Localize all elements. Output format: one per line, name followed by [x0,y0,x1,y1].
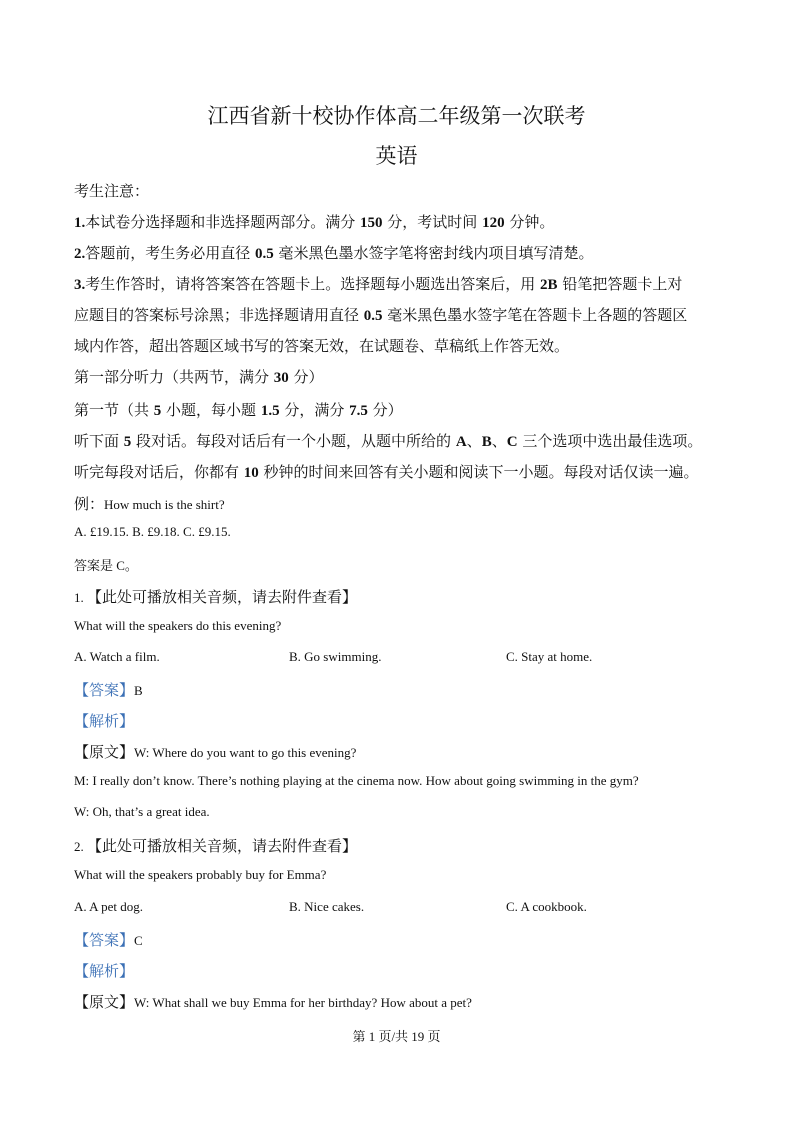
q1-transcript-3: W: Oh, that’s a great idea. [74,804,210,819]
notice-3-line3: 域内作答，超出答题区域书写的答案无效，在试题卷、草稿纸上作答无效。 [74,337,570,355]
q1-option-a: A. Watch a film. [74,649,160,664]
instructions-line2: 听完每段对话后，你都有 10 秒钟的时间来回答有关小题和阅读下一小题。每段对话仅读一遍。 [74,463,699,481]
notice-3-line1: 3.考生作答时，请将答案答在答题卡上。选择题每小题选出答案后，用 2B 铅笔把答题卡上对 [74,275,683,293]
section-heading: 第一节（共 5 小题，每小题 1.5 分，满分 7.5 分） [74,401,403,419]
q2-transcript-1: 【原文】W: What shall we buy Emma for her birthday? How about a pet? [74,993,472,1011]
audio-link[interactable]: 【此处可播放相关音频，请去附件查看】 [87,588,358,606]
example-question: 例：How much is the shirt? [74,495,225,513]
page-title: 江西省新十校协作体高二年级第一次联考 [207,104,586,128]
notice-heading: 考生注意： [74,182,150,200]
q1-option-c: C. Stay at home. [506,649,593,664]
q1-answer: 【答案】B [74,681,143,699]
notice-1: 1.本试卷分选择题和非选择题两部分。满分 150 分，考试时间 120 分钟。 [74,213,555,231]
instructions-line1: 听下面 5 段对话。每段对话后有一个小题，从题中所给的 A、B、C 三个选项中选出最佳选项。 [74,432,703,450]
notice-3-line2: 应题目的答案标号涂黑；非选择题请用直径 0.5 毫米黑色墨水签字笔在答题卡上各题的答题区 [74,306,688,324]
q2-analysis-tag: 【解析】 [74,962,135,980]
example-answer: 答案是 C。 [74,558,138,573]
page-footer: 第 1 页/共 19 页 [352,1029,441,1044]
q2-answer: 【答案】C [74,931,143,949]
audio-link[interactable]: 【此处可播放相关音频，请去附件查看】 [87,837,358,855]
q2-question: What will the speakers probably buy for Emma? [74,867,327,882]
q2-option-c: C. A cookbook. [506,899,587,914]
subject-title: 英语 [375,144,418,168]
example-options: A. £19.15. B. £9.18. C. £9.15. [74,524,231,539]
q1-transcript-1: 【原文】W: Where do you want to go this evening? [74,743,357,761]
q1-header: 1. 【此处可播放相关音频，请去附件查看】 [74,588,358,606]
q2-option-b: B. Nice cakes. [289,899,365,914]
q1-question: What will the speakers do this evening? [74,618,282,633]
q1-analysis-tag: 【解析】 [74,712,135,730]
q2-header: 2. 【此处可播放相关音频，请去附件查看】 [74,837,358,855]
q1-transcript-2: M: I really don’t know. There’s nothing playing at the cinema now. How about going swimming in the gym? [74,773,639,788]
notice-2: 2.答题前，考生务必用直径 0.5 毫米黑色墨水签字笔将密封线内项目填写清楚。 [74,244,594,262]
q1-option-b: B. Go swimming. [289,649,382,664]
q2-option-a: A. A pet dog. [74,899,143,914]
part-heading: 第一部分听力（共两节，满分 30 分） [74,368,324,386]
